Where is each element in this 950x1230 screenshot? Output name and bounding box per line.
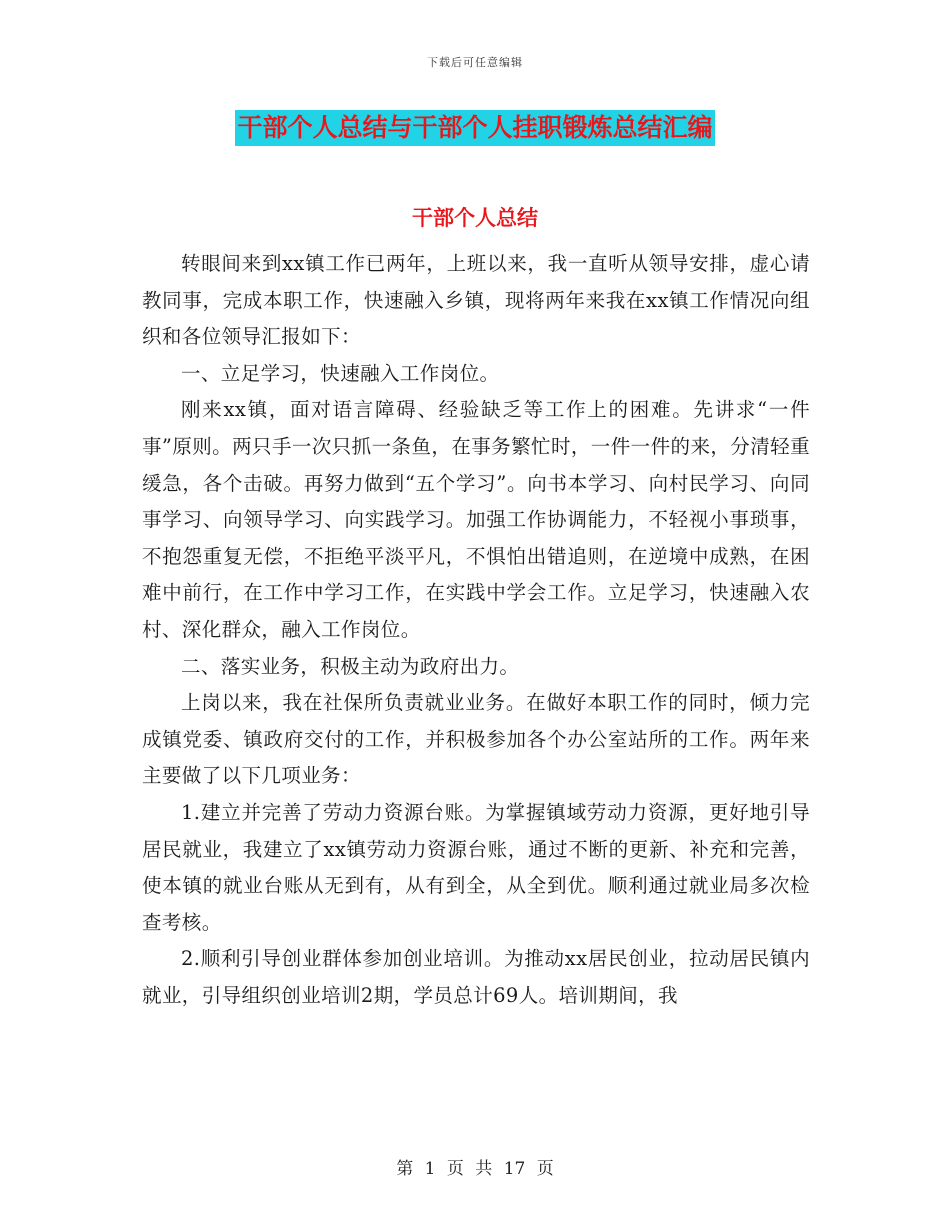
document-title-wrap (0, 110, 950, 146)
paragraph: 二、落实业务，积极主动为政府出力。 (181, 654, 520, 678)
paragraph: 转眼间来到xx镇工作已两年，上班以来，我一直听从领导安排，虚心请教同事，完成本职工作，快速融入乡镇，现将两年来我在xx镇工作情况向组织和各位领导汇报如下： (142, 252, 810, 349)
section-title: 干部个人总结 (412, 206, 538, 230)
paragraph: 上岗以来，我在社保所负责就业业务。在做好本职工作的同时，倾力完成镇党委、镇政府交付的工作，并积极参加各个办公室站所的工作。两年来主要做了以下几项业务： (142, 691, 810, 788)
paragraph: 一、立足学习，快速融入工作岗位。 (181, 361, 500, 385)
header-note: 下载后可任意编辑 (427, 56, 523, 69)
document-body (142, 246, 810, 1014)
paragraph: 刚来xx镇，面对语言障碍、经验缺乏等工作上的困难。先讲求“一件事”原则。两只手一次只抓一条鱼，在事务繁忙时，一件一件的来，分清轻重缓急，各个击破。再努力做到“五个学习”。向书本学习、向村民学习、向同事学习、向领导学习、向实践学习。加强工作协调能力，不轻视小事琐事，不抱怨重复无偿，不拒绝平淡平凡，不惧怕出错追则，在逆境中成熟，在困难中前行，在工作中学习工作，在实践中学会工作。立足学习，快速融入农村、深化群众，融入工作岗位。 (142, 398, 810, 641)
page-number: 第 1 页 共 17 页 (396, 1159, 554, 1179)
paragraph: 1.建立并完善了劳动力资源台账。为掌握镇域劳动力资源，更好地引导居民就业，我建立了xx镇劳动力资源台账，通过不断的更新、补充和完善，使本镇的就业台账从无到有，从有到全，从全到优。顺利通过就业局多次检查考核。 (142, 800, 810, 934)
document-title: 干部个人总结与干部个人挂职锻炼总结汇编 (235, 110, 714, 146)
paragraph: 2.顺利引导创业群体参加创业培训。为推动xx居民创业，拉动居民镇内就业，引导组织创业培训2期，学员总计69人。培训期间，我 (142, 947, 810, 1007)
